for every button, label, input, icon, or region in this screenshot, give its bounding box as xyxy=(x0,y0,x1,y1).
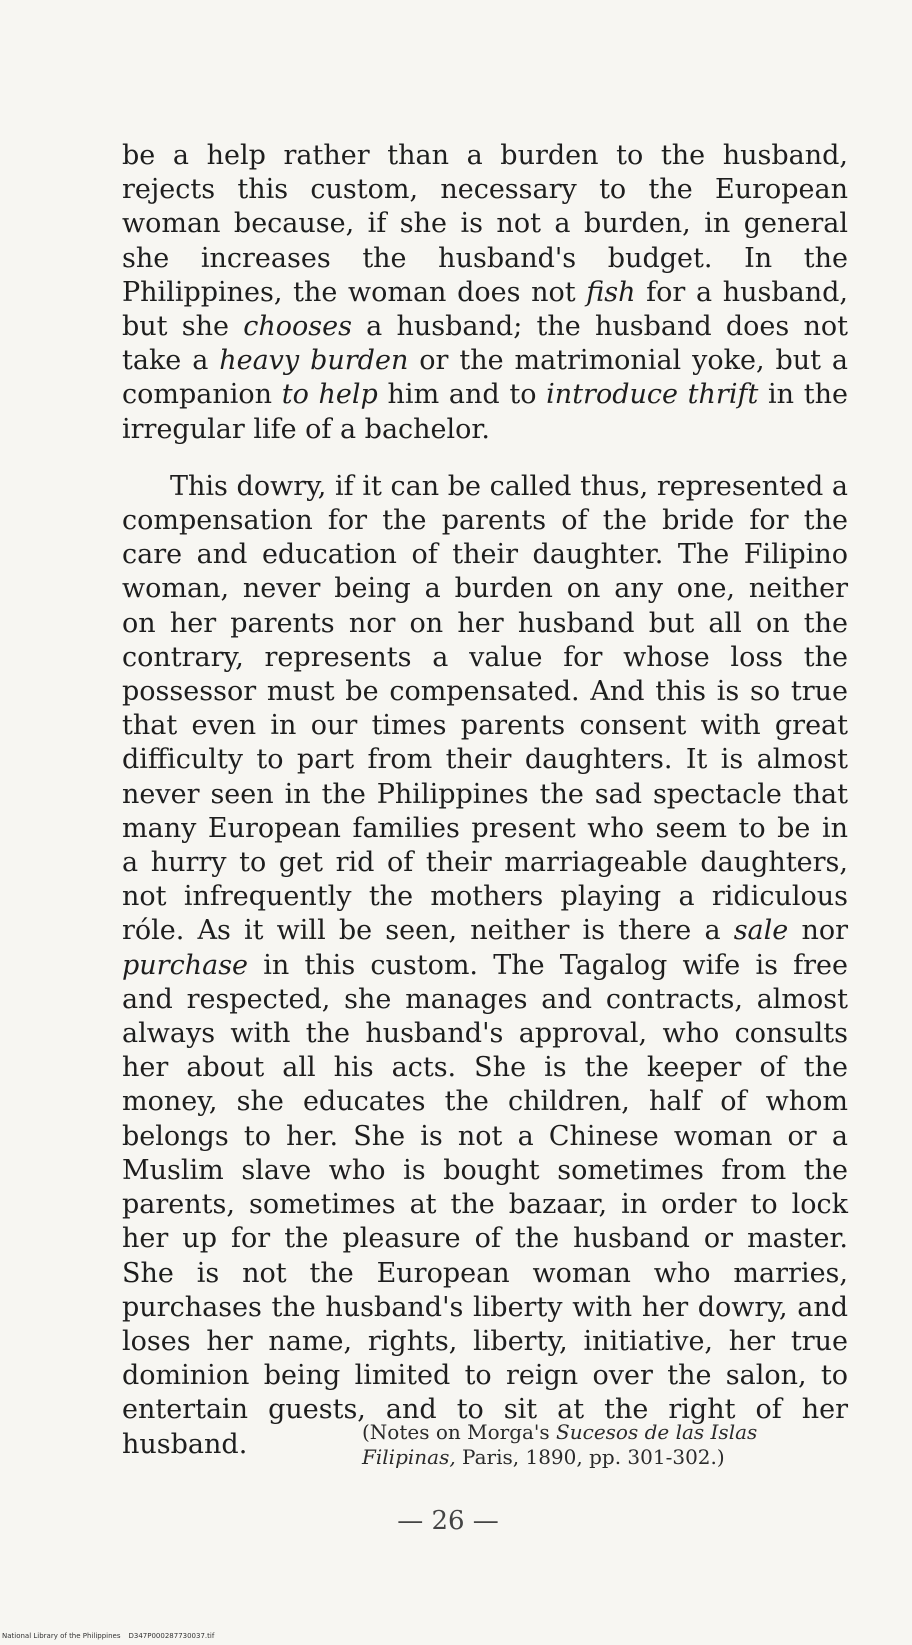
citation-title: Sucesos de las Islas Filipinas, xyxy=(362,1420,758,1469)
page-number: — 26 — xyxy=(397,1506,499,1536)
italic-text: introduce thrift xyxy=(546,379,759,411)
text-run: a husband; the husband does not take a xyxy=(122,311,848,377)
scan-footer xyxy=(2,1632,214,1640)
text-run: be a help rather than a burden to the husband, rejects this custom, necessary to the European woman because, if she is not a burden, in general she increases the husband's budget. In the Philippines, the woman does not xyxy=(122,140,848,308)
italic-text: chooses xyxy=(243,311,352,343)
library-name: National Library of the Philippines xyxy=(2,1632,121,1640)
text-run: nor xyxy=(788,915,848,947)
body-text xyxy=(122,139,848,1462)
text-run: in the irregular life of a bachelor. xyxy=(122,379,848,445)
italic-text: to help xyxy=(281,379,378,411)
text-run: for a husband, but she xyxy=(122,276,848,343)
text-run: or the matrimonial yoke, but a companion xyxy=(122,345,848,411)
paragraph-2 xyxy=(122,470,848,1462)
text-run: him and to xyxy=(377,379,547,411)
text-run: in this custom. The Tagalog wife is free and respected, she manages and contracts, almost always with the husband's approval, who consults her about all his acts. She is the keeper of the money, she educates the children, half of whom belongs to her. She is not a Chinese woman or a Muslim slave who is bought sometimes from the parents, sometimes at the bazaar, in order to lock her up for the pleasure of the husband or master. She is not the European woman who marries, purchases the husband's liberty with her dowry, and loses her name, rights, liberty, initiative, her true dominion being limited to reign over the salon, to entertain guests, and to sit at the right of her husband. xyxy=(122,949,848,1460)
citation-text: (Notes on Morga's xyxy=(362,1420,557,1444)
italic-text: purchase xyxy=(122,949,249,981)
citation-text: Paris, 1890, pp. 301-302.) xyxy=(455,1445,725,1469)
paragraph-1 xyxy=(122,139,848,447)
italic-text: fish xyxy=(586,276,636,308)
text-run: This dowry, if it can be called thus, represented a compensation for the parents of the bride for the care and education of their daughter. The Filipino woman, never being a burden on any one, neither on her parents nor on her husband but all on the contrary, represents a value for whose loss the possessor must be compensated. And this is so true that even in our times parents consent with great difficulty to part from their daughters. It is almost never seen in the Philippines the sad spectacle that many European families present who seem to be in a hurry to get rid of their marriageable daughters, not infrequently the mothers playing a ridiculous róle. As it will be seen, neither is there a xyxy=(122,470,848,947)
italic-text: heavy burden xyxy=(219,345,409,377)
citation xyxy=(362,1420,852,1470)
file-code: D347P000287730037.tif xyxy=(128,1632,215,1640)
italic-text: sale xyxy=(733,915,789,947)
